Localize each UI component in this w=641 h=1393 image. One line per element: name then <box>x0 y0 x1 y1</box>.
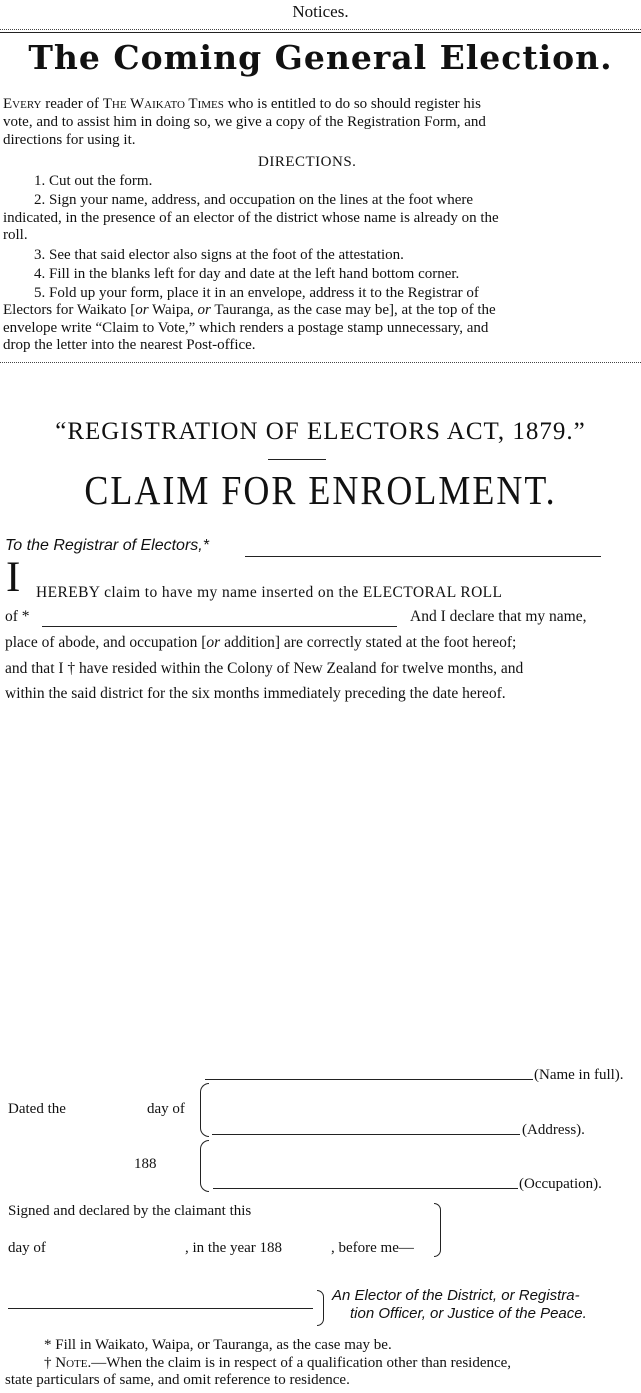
claim-line-2: And I declare that my name, <box>410 608 587 625</box>
to-registrar: To the Registrar of Electors,* <box>5 537 209 554</box>
direction-5-cont: envelope write “Claim to Vote,” which renders a postage stamp unnecessary, and <box>3 320 489 336</box>
attestation-line-1: An Elector of the District, or Registra- <box>332 1287 580 1304</box>
claim-title: CLAIM FOR ENROLMENT. <box>84 467 557 514</box>
attestation-line-2: tion Officer, or Justice of the Peace. <box>350 1305 587 1322</box>
text: place of abode, and occupation [ <box>5 634 207 651</box>
bracket <box>434 1203 441 1257</box>
address-line[interactable] <box>212 1134 520 1135</box>
section-heading: Notices. <box>292 2 349 21</box>
bracket <box>200 1140 209 1192</box>
direction-2: 2. Sign your name, address, and occupation on the lines at the foot where <box>34 192 474 208</box>
dated-the: Dated the <box>8 1101 66 1117</box>
text: or <box>206 634 221 651</box>
text: or <box>197 302 211 318</box>
intro-lead: Every <box>3 96 42 112</box>
claim-line-3 <box>5 635 637 651</box>
direction-1: 1. Cut out the form. <box>34 173 153 189</box>
intro-text: who is entitled to do so should register his <box>227 96 481 112</box>
occupation-line[interactable] <box>213 1188 518 1189</box>
footnote-3: state particulars of same, and omit reference to residence. <box>5 1372 350 1388</box>
claim-line-5: within the said district for the six months immediately preceding the date hereof. <box>5 685 506 702</box>
of-label: of * <box>5 608 30 625</box>
bracket <box>317 1290 324 1326</box>
witness-line[interactable] <box>8 1308 313 1309</box>
divider <box>0 32 641 33</box>
bracket <box>200 1083 209 1137</box>
footnote-1: * Fill in Waikato, Waipa, or Tauranga, as the case may be. <box>44 1337 392 1353</box>
text: † Note. <box>44 1355 92 1371</box>
intro-line-1 <box>3 97 633 113</box>
intro-line-3: directions for using it. <box>3 132 136 148</box>
direction-5-cont <box>3 303 633 319</box>
direction-5: 5. Fold up your form, place it in an envelope, address it to the Registrar of <box>34 285 479 301</box>
text: Electors for Waikato [ <box>3 302 136 318</box>
district-line <box>42 626 397 627</box>
intro-text: reader of <box>45 96 99 112</box>
article-title: The Coming General Election. <box>28 38 613 77</box>
act-title: “REGISTRATION OF ELECTORS ACT, 1879.” <box>55 418 586 445</box>
occupation-label: (Occupation). <box>519 1176 602 1192</box>
drop-cap: I <box>6 554 21 601</box>
claim-line-4: and that I † have resided within the Colony of New Zealand for twelve months, and <box>5 660 524 677</box>
registrar-line <box>245 556 601 557</box>
divider <box>0 29 641 30</box>
signed-year: , in the year 188 <box>185 1240 283 1256</box>
name-label: (Name in full). <box>534 1067 624 1083</box>
name-line[interactable] <box>205 1079 533 1080</box>
direction-3: 3. See that said elector also signs at the foot of the attestation. <box>34 247 404 263</box>
address-label: (Address). <box>522 1122 585 1138</box>
divider <box>0 362 641 363</box>
paper-name: The Waikato Times <box>102 96 224 112</box>
direction-2-cont: indicated, in the presence of an elector of the district whose name is already on the <box>3 210 499 226</box>
footnote-2 <box>44 1356 640 1372</box>
signed-line-1: Signed and declared by the claimant this <box>8 1203 252 1219</box>
text: Tauranga, as the case may be], at the top of the <box>214 302 496 318</box>
before-me: , before me— <box>331 1240 414 1256</box>
text: —When the claim is in respect of a qualification other than residence, <box>91 1355 512 1371</box>
year-188: 188 <box>134 1156 157 1172</box>
text: Waipa, <box>152 302 194 318</box>
signed-day-of: day of <box>8 1240 46 1256</box>
text: or <box>135 302 149 318</box>
claim-line-1: HEREBY claim to have my name inserted on the ELECTORAL ROLL <box>36 584 503 601</box>
directions-heading: DIRECTIONS. <box>258 154 357 170</box>
day-of: day of <box>147 1101 185 1117</box>
direction-4: 4. Fill in the blanks left for day and date at the left hand bottom corner. <box>34 266 460 282</box>
direction-2-cont: roll. <box>3 227 28 243</box>
text: addition] are correctly stated at the foot hereof; <box>224 634 517 651</box>
direction-5-cont: drop the letter into the nearest Post-office. <box>3 337 256 353</box>
intro-line-2: vote, and to assist him in doing so, we give a copy of the Registration Form, and <box>3 114 486 130</box>
divider <box>268 459 326 460</box>
